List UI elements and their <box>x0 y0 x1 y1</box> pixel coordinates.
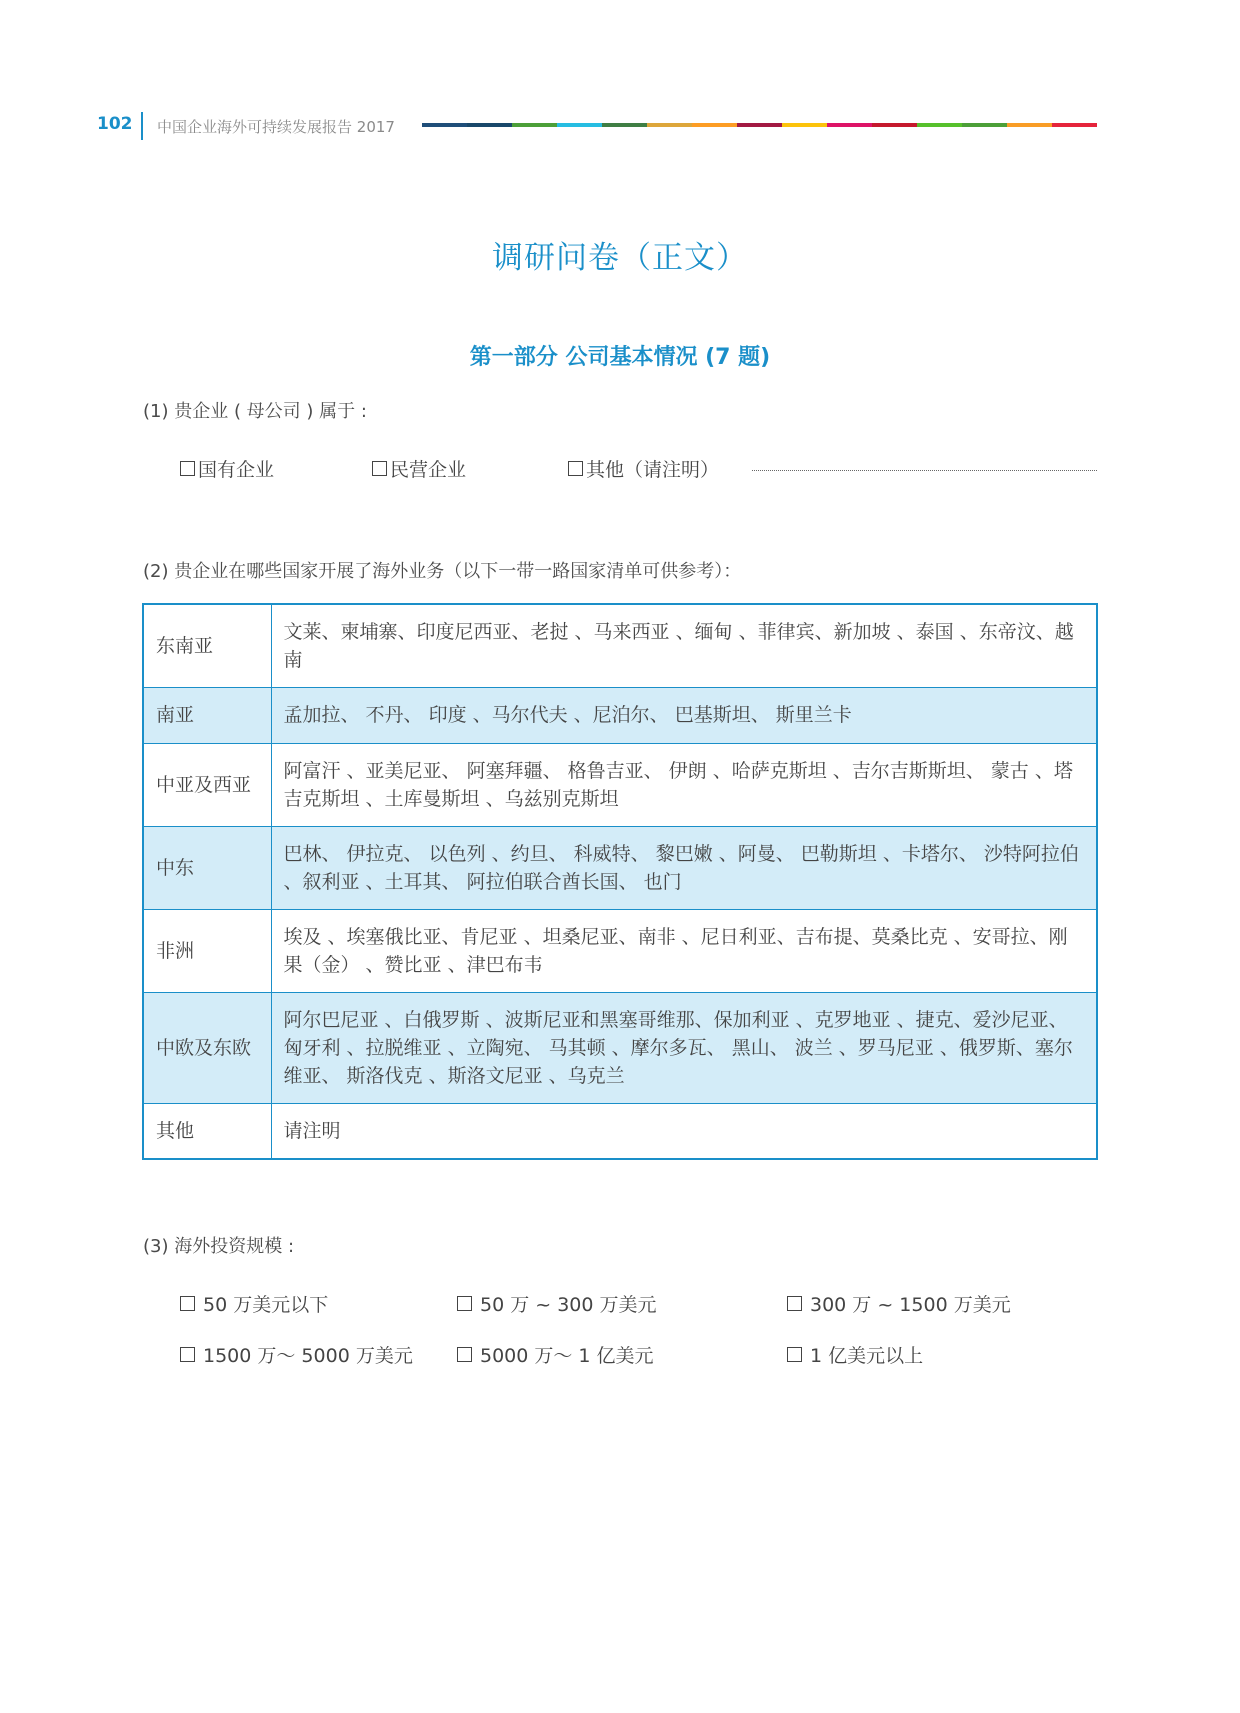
region-countries: 请注明 <box>271 1103 1097 1159</box>
color-bar-segment <box>467 123 512 127</box>
color-bar <box>422 123 1097 127</box>
color-bar-segment <box>827 123 872 127</box>
header-divider <box>141 112 143 140</box>
color-bar-segment <box>1007 123 1052 127</box>
fill-in-line[interactable] <box>752 470 1097 471</box>
option-private[interactable] <box>372 455 466 482</box>
option-other[interactable] <box>568 455 719 482</box>
color-bar-segment <box>962 123 1007 127</box>
checkbox-icon[interactable] <box>180 1296 195 1311</box>
table-row <box>143 826 1097 909</box>
option-label: 1500 万～ 5000 万美元 <box>203 1345 413 1367</box>
color-bar-segment <box>872 123 917 127</box>
color-bar-segment <box>1052 123 1097 127</box>
checkbox-icon[interactable] <box>457 1296 472 1311</box>
table-row <box>143 743 1097 826</box>
region-name: 非洲 <box>143 909 271 992</box>
report-title: 中国企业海外可持续发展报告 2017 <box>157 118 395 136</box>
color-bar-segment <box>647 123 692 127</box>
table-row <box>143 687 1097 743</box>
question-1: (1) 贵企业 ( 母公司 ) 属于 : <box>143 401 367 422</box>
checkbox-icon[interactable] <box>568 461 583 476</box>
region-name: 东南亚 <box>143 604 271 687</box>
option-label: 1 亿美元以上 <box>810 1345 924 1367</box>
checkbox-icon[interactable] <box>787 1296 802 1311</box>
option-state-owned[interactable] <box>180 455 274 482</box>
checkbox-icon[interactable] <box>180 1347 195 1362</box>
region-countries: 阿尔巴尼亚 、白俄罗斯 、波斯尼亚和黑塞哥维那、保加利亚 、克罗地亚 、捷克、爱沙尼亚、匈牙利 、拉脱维亚 、立陶宛、 马其顿 、摩尔多瓦、 黑山、 波兰 、罗马尼亚 、俄罗斯、塞尔维亚、 斯洛伐克 、斯洛文尼亚 、乌克兰 <box>271 992 1097 1103</box>
region-table <box>142 603 1098 1160</box>
region-countries: 文莱、柬埔寨、印度尼西亚、老挝 、马来西亚 、缅甸 、菲律宾、新加坡 、泰国 、东帝汶、越南 <box>271 604 1097 687</box>
color-bar-segment <box>512 123 557 127</box>
color-bar-segment <box>692 123 737 127</box>
option-label: 其他（请注明） <box>586 459 720 481</box>
page-number: 102 <box>97 114 133 134</box>
checkbox-icon[interactable] <box>180 461 195 476</box>
option-label: 5000 万～ 1 亿美元 <box>480 1345 654 1367</box>
option-label: 50 万 ~ 300 万美元 <box>480 1294 657 1316</box>
region-name: 中东 <box>143 826 271 909</box>
table-row <box>143 604 1097 687</box>
region-name: 南亚 <box>143 687 271 743</box>
color-bar-segment <box>782 123 827 127</box>
color-bar-segment <box>917 123 962 127</box>
option-scale-5[interactable] <box>457 1341 654 1368</box>
region-countries: 孟加拉、 不丹、 印度 、马尔代夫 、尼泊尔、 巴基斯坦、 斯里兰卡 <box>271 687 1097 743</box>
region-name: 其他 <box>143 1103 271 1159</box>
checkbox-icon[interactable] <box>457 1347 472 1362</box>
table-row <box>143 909 1097 992</box>
main-title: 调研问卷（正文） <box>492 240 748 276</box>
table-row <box>143 992 1097 1103</box>
region-name: 中亚及西亚 <box>143 743 271 826</box>
option-scale-4[interactable] <box>180 1341 413 1368</box>
question-3: (3) 海外投资规模 : <box>143 1236 295 1257</box>
color-bar-segment <box>557 123 602 127</box>
region-countries: 巴林、 伊拉克、 以色列 、约旦、 科威特、 黎巴嫩 、阿曼、 巴勒斯坦 、卡塔尔、 沙特阿拉伯 、叙利亚 、土耳其、 阿拉伯联合酋长国、 也门 <box>271 826 1097 909</box>
option-label: 民营企业 <box>390 459 467 481</box>
color-bar-segment <box>737 123 782 127</box>
option-scale-2[interactable] <box>457 1290 657 1317</box>
option-label: 50 万美元以下 <box>203 1294 329 1316</box>
region-countries: 阿富汗 、亚美尼亚、 阿塞拜疆、 格鲁吉亚、 伊朗 、哈萨克斯坦 、吉尔吉斯斯坦、 蒙古 、塔吉克斯坦 、土库曼斯坦 、乌兹别克斯坦 <box>271 743 1097 826</box>
table-row <box>143 1103 1097 1159</box>
question-2: (2) 贵企业在哪些国家开展了海外业务（以下一带一路国家清单可供参考）： <box>143 561 742 582</box>
option-scale-1[interactable] <box>180 1290 328 1317</box>
region-countries: 埃及 、埃塞俄比亚、肯尼亚 、坦桑尼亚、南非 、尼日利亚、吉布提、莫桑比克 、安哥拉、刚果（金） 、赞比亚 、津巴布韦 <box>271 909 1097 992</box>
option-label: 国有企业 <box>198 459 275 481</box>
checkbox-icon[interactable] <box>372 461 387 476</box>
option-scale-6[interactable] <box>787 1341 923 1368</box>
page-header <box>97 112 1097 140</box>
color-bar-segment <box>602 123 647 127</box>
option-label: 300 万 ~ 1500 万美元 <box>810 1294 1011 1316</box>
option-scale-3[interactable] <box>787 1290 1011 1317</box>
checkbox-icon[interactable] <box>787 1347 802 1362</box>
region-name: 中欧及东欧 <box>143 992 271 1103</box>
color-bar-segment <box>422 123 467 127</box>
section-title: 第一部分 公司基本情况 (7 题) <box>469 345 771 370</box>
